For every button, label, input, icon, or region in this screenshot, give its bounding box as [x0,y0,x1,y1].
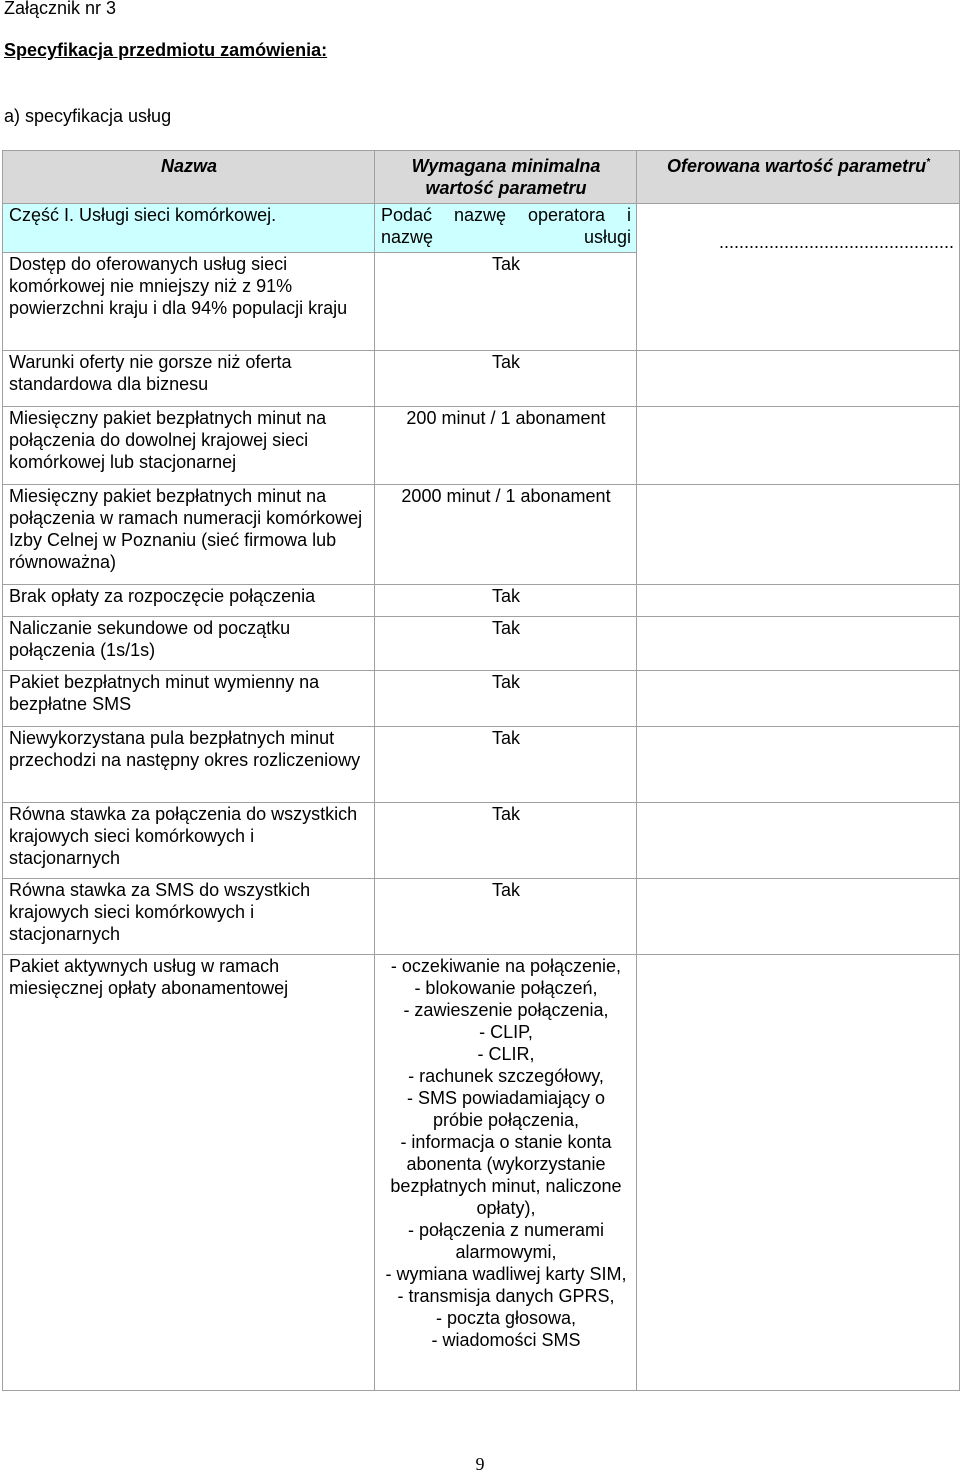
offered-value-cell[interactable] [637,585,960,617]
required-value: Tak [375,585,637,617]
required-value: 2000 minut / 1 abonament [375,485,637,585]
table-row [3,727,960,803]
footnote-mark: * [926,157,930,168]
column-header-name: Nazwa [3,151,375,204]
table-row [3,803,960,879]
offered-value-cell[interactable] [637,253,960,351]
table-row [3,617,960,671]
requirement-name: Pakiet bezpłatnych minut wymienny na bezpłatne SMS [3,671,375,727]
column-header-offered: Oferowana wartość parametru* [637,151,960,204]
offered-dots: ............................................... [637,204,960,253]
required-value: Tak [375,803,637,879]
column-header-required: Wymagana minimalna wartość parametru [375,151,637,204]
section-name: Część I. Usługi sieci komórkowej. [3,204,375,253]
offered-value-cell[interactable] [637,351,960,407]
required-value: Tak [375,617,637,671]
page-number: 9 [475,1454,485,1474]
table-row [3,407,960,485]
table-header-row [3,151,960,204]
section-required: Podać nazwę operatora i nazwę usługi [375,204,637,253]
specification-table [2,150,960,1391]
required-value: 200 minut / 1 abonament [375,407,637,485]
requirement-name: Równa stawka za połączenia do wszystkich krajowych sieci komórkowych i stacjonarnych [3,803,375,879]
attachment-label: Załącznik nr 3 [4,0,117,18]
table-row [3,879,960,955]
offered-value-cell[interactable] [637,879,960,955]
offered-value-cell[interactable] [637,485,960,585]
required-value: Tak [375,351,637,407]
table-row [3,955,960,1391]
section-row [3,204,960,253]
offered-value-cell[interactable] [637,617,960,671]
requirement-name: Naliczanie sekundowe od początku połączenia (1s/1s) [3,617,375,671]
requirement-name: Warunki oferty nie gorsze niż oferta standardowa dla biznesu [3,351,375,407]
document-title: Specyfikacja przedmiotu zamówienia: [4,40,328,60]
required-value: - oczekiwanie na połączenie, - blokowanie połączeń, - zawieszenie połączenia, - CLIP, - CLIR, - rachunek szczegółowy, - SMS powiadamiający o próbie połączenia, - informacja o stanie konta abonenta (wykorzystanie bezpłatnych minut, naliczone opłaty), - połączenia z numerami alarmowymi, - wymiana wadliwej karty SIM, - transmisja danych GPRS, - poczta głosowa, - wiadomości SMS [375,955,637,1391]
requirement-name: Pakiet aktywnych usług w ramach miesięcznej opłaty abonamentowej [3,955,375,1391]
table-row [3,485,960,585]
requirement-name: Miesięczny pakiet bezpłatnych minut na połączenia w ramach numeracji komórkowej Izby Celnej w Poznaniu (sieć firmowa lub równoważna) [3,485,375,585]
required-value: Tak [375,671,637,727]
requirement-name: Równa stawka za SMS do wszystkich krajowych sieci komórkowych i stacjonarnych [3,879,375,955]
requirement-name: Brak opłaty za rozpoczęcie połączenia [3,585,375,617]
requirement-name: Miesięczny pakiet bezpłatnych minut na połączenia do dowolnej krajowej sieci komórkowej lub stacjonarnej [3,407,375,485]
table-row [3,585,960,617]
required-value: Tak [375,879,637,955]
requirement-name: Dostęp do oferowanych usług sieci komórkowej nie mniejszy niż z 91% powierzchni kraju i dla 94% populacji kraju [3,253,375,351]
table-row [3,671,960,727]
offered-value-cell[interactable] [637,407,960,485]
offered-value-cell[interactable] [637,671,960,727]
required-value: Tak [375,727,637,803]
required-value: Tak [375,253,637,351]
offered-value-cell[interactable] [637,955,960,1391]
section-subtitle: a) specyfikacja usług [4,106,172,126]
table-row [3,351,960,407]
table-row [3,253,960,351]
offered-value-cell[interactable] [637,803,960,879]
requirement-name: Niewykorzystana pula bezpłatnych minut przechodzi na następny okres rozliczeniowy [3,727,375,803]
offered-value-cell[interactable] [637,727,960,803]
